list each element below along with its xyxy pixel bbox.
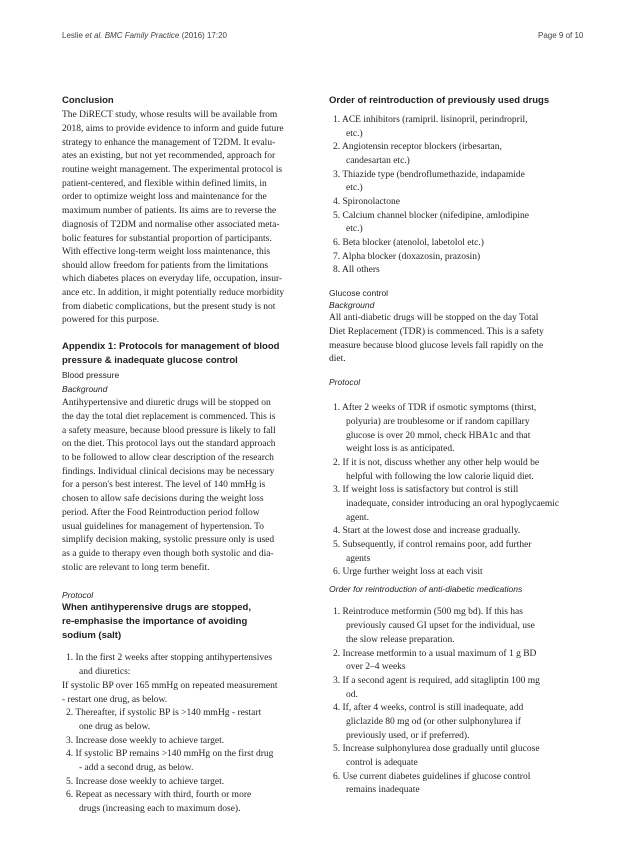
appendix-heading: pressure & inadequate glucose control (62, 355, 238, 366)
bp-list-item: 1. In the first 2 weeks after stopping antihypertensives (66, 653, 273, 663)
salt-heading: re-emphasise the importance of avoiding (62, 616, 248, 627)
conclusion-line: strategy to enhance the management of T2DM. It evalu- (62, 138, 276, 148)
glucose-protocol-item: 5. Subsequently, if control remains poor, add further (333, 540, 532, 550)
header-authors: Leslie (62, 31, 86, 40)
glucose-protocol-item: weight loss is as anticipated. (346, 444, 455, 454)
bp-list-item: If systolic BP over 165 mmHg on repeated measurement (62, 681, 278, 691)
antidiabetic-order-label: Order for reintroduction of anti-diabetic medications (329, 584, 523, 594)
background-label: Background (62, 384, 108, 394)
drug-list-item: 5. Calcium channel blocker (nifedipine, amlodipine (333, 211, 530, 221)
antidiabetic-list-item: control is adequate (346, 758, 418, 768)
bp-list-item: - restart one drug, as below. (62, 695, 168, 705)
conclusion-line: from diabetic complications, but the present study is not (62, 302, 276, 312)
conclusion-heading: Conclusion (62, 95, 114, 106)
glucose-protocol-item: 6. Urge further weight loss at each visit (333, 567, 483, 577)
conclusion-line: routine weight management. The experimental protocol is (62, 165, 283, 175)
drug-list-item: 6. Beta blocker (atenolol, labetolol etc.) (333, 238, 484, 248)
background-line: on the diet. This protocol lays out the standard approach (62, 439, 276, 449)
conclusion-line: patient-centered, and flexible within defined limits, in (62, 179, 267, 189)
glucose-protocol-item: 4. Start at the lowest dose and increase gradually. (333, 526, 521, 536)
appendix-heading: Appendix 1: Protocols for management of blood (62, 341, 280, 352)
conclusion-line: ates an existing, but not yet recommended, approach for (62, 151, 276, 161)
bp-list-item: - add a second drug, as below. (79, 763, 194, 773)
glucose-background-line: measure because blood glucose levels fall rapidly on the (329, 341, 544, 351)
background-line: findings. Individual clinical decisions may be necessary (62, 467, 275, 477)
running-header-citation (62, 31, 227, 40)
glucose-background-line: Diet Replacement (TDR) is commenced. This is a safety (329, 327, 544, 337)
conclusion-line: order to optimize weight loss and maintenance for the (62, 192, 267, 202)
antidiabetic-list-item: over 2–4 weeks (346, 662, 406, 672)
background-line: simplify decision making, systolic pressure only is used (62, 535, 275, 545)
conclusion-line: With effective long-term weight loss maintenance, this (62, 247, 271, 257)
background-label: Background (329, 300, 375, 310)
protocol-label: Protocol (329, 377, 361, 387)
glucose-protocol-item: agents (346, 554, 371, 564)
glucose-protocol-item: 1. After 2 weeks of TDR if osmotic symptoms (thirst, (333, 403, 537, 413)
antidiabetic-list-item: 1. Reintroduce metformin (500 mg bd). If this has (333, 607, 523, 617)
bp-list-item: and diuretics: (79, 667, 131, 677)
antidiabetic-list-item: 6. Use current diabetes guidelines if glucose control (333, 772, 531, 782)
salt-heading: When antihyperensive drugs are stopped, (62, 602, 251, 613)
drug-list-item: 8. All others (333, 265, 380, 275)
glucose-protocol-item: helpful with following the low calorie liquid diet. (346, 472, 534, 482)
antidiabetic-list-item: 5. Increase sulphonylurea dose gradually until glucose (333, 744, 540, 754)
bp-list-item: one drug as below. (79, 722, 151, 732)
bp-list-item: drugs (increasing each to maximum dose). (79, 804, 241, 814)
header-volume: (2016) 17:20 (179, 31, 227, 40)
background-line: for a person's best interest. The level of 140 mmHg is (62, 480, 266, 490)
drug-list-item: etc.) (346, 129, 363, 139)
antidiabetic-list-item: the slow release preparation. (346, 635, 455, 645)
drug-list-item: etc.) (346, 183, 363, 193)
background-line: a safety measure, because blood pressure is likely to fall (62, 426, 276, 436)
glucose-protocol-item: 3. If weight loss is satisfactory but control is still (333, 485, 519, 495)
background-line: Antihypertensive and diuretic drugs will be stopped on (62, 398, 271, 408)
glucose-protocol-item: polyuria) are troublesome or if random capillary (346, 417, 530, 427)
salt-heading: sodium (salt) (62, 630, 122, 641)
antidiabetic-list-item: 2. Increase metformin to a usual maximum of 1 g BD (333, 649, 537, 659)
order-heading: Order of reintroduction of previously used drugs (329, 95, 550, 106)
bp-list-item: 5. Increase dose weekly to achieve target. (66, 777, 225, 787)
conclusion-line: which diabetes places on everyday life, occupation, insur- (62, 274, 283, 284)
drug-list-item: etc.) (346, 224, 363, 234)
glucose-protocol-item: agent. (346, 513, 369, 523)
glucose-protocol-item: 2. If it is not, discuss whether any other help would be (333, 458, 540, 468)
antidiabetic-list-item: 4. If, after 4 weeks, control is still inadequate, add (333, 703, 524, 713)
drug-list-item: 3. Thiazide type (bendroflumethazide, indapamide (333, 170, 525, 180)
drug-list-item: 7. Alpha blocker (doxazosin, prazosin) (333, 252, 481, 262)
conclusion-line: ance etc. In addition, it might potentially reduce morbidity (62, 288, 285, 298)
background-line: stolic are relevant to long term benefit. (62, 563, 210, 573)
conclusion-line: maximum number of patients. Its aims are to reverse the (62, 206, 277, 216)
conclusion-line: should allow freedom for patients from the limitations (62, 261, 269, 271)
antidiabetic-list-item: 3. If a second agent is required, add sitagliptin 100 mg (333, 676, 540, 686)
bp-list-item: 3. Increase dose weekly to achieve target. (66, 736, 225, 746)
blood-pressure-subheading: Blood pressure (62, 370, 120, 380)
background-line: as a guide to therapy even though both systolic and dia- (62, 549, 274, 559)
glucose-background-line: All anti-diabetic drugs will be stopped on the day Total (329, 313, 539, 323)
drug-list-item: candesartan etc.) (346, 156, 410, 166)
conclusion-line: diagnosis of T2DM and normalise other associated meta- (62, 220, 280, 230)
drug-list-item: 2. Angiotensin receptor blockers (irbesartan, (333, 142, 502, 152)
antidiabetic-list-item: remains inadequate (346, 785, 420, 795)
background-line: period. After the Food Reintroduction period follow (62, 508, 260, 518)
protocol-label: Protocol (62, 590, 94, 600)
glucose-protocol-item: glucose is over 20 mmol, check HBA1c and that (346, 431, 531, 441)
antidiabetic-list-item: od. (346, 690, 358, 700)
page-number: Page 9 of 10 (538, 31, 584, 40)
drug-list-item: 1. ACE inhibitors (ramipril. lisinopril, perindropril, (333, 115, 528, 125)
glucose-control-heading: Glucose control (329, 288, 389, 298)
bp-list-item: 2. Thereafter, if systolic BP is >140 mmHg - restart (66, 708, 262, 718)
bp-list-item: 4. If systolic BP remains >140 mmHg on the first drug (66, 749, 274, 759)
conclusion-line: 2018, aims to provide evidence to inform and guide future (62, 124, 284, 134)
conclusion-line: The DiRECT study, whose results will be available from (62, 110, 278, 120)
conclusion-line: bolic features for substantial proportion of participants. (62, 234, 272, 244)
background-line: the day the total diet replacement is commenced. This is (62, 412, 276, 422)
drug-list-item: 4. Spironolactone (333, 197, 401, 207)
antidiabetic-list-item: gliclazide 80 mg od (or other sulphonylurea if (346, 717, 521, 727)
header-journal: et al. BMC Family Practice (85, 31, 180, 40)
antidiabetic-list-item: previously used, or if preferred). (346, 731, 470, 741)
glucose-protocol-item: inadequate, consider introducing an oral hypoglycaemic (346, 499, 560, 509)
background-line: usual guidelines for management of hypertension. To (62, 522, 265, 532)
conclusion-line: powered for this purpose. (62, 315, 160, 325)
antidiabetic-list-item: previously caused GI upset for the individual, use (346, 621, 535, 631)
background-line: chosen to allow safe decisions during the weight loss (62, 494, 264, 504)
bp-list-item: 6. Repeat as necessary with third, fourth or more (66, 790, 252, 800)
background-line: to be followed to allow clear description of the research (62, 453, 274, 463)
glucose-background-line: diet. (329, 354, 346, 364)
